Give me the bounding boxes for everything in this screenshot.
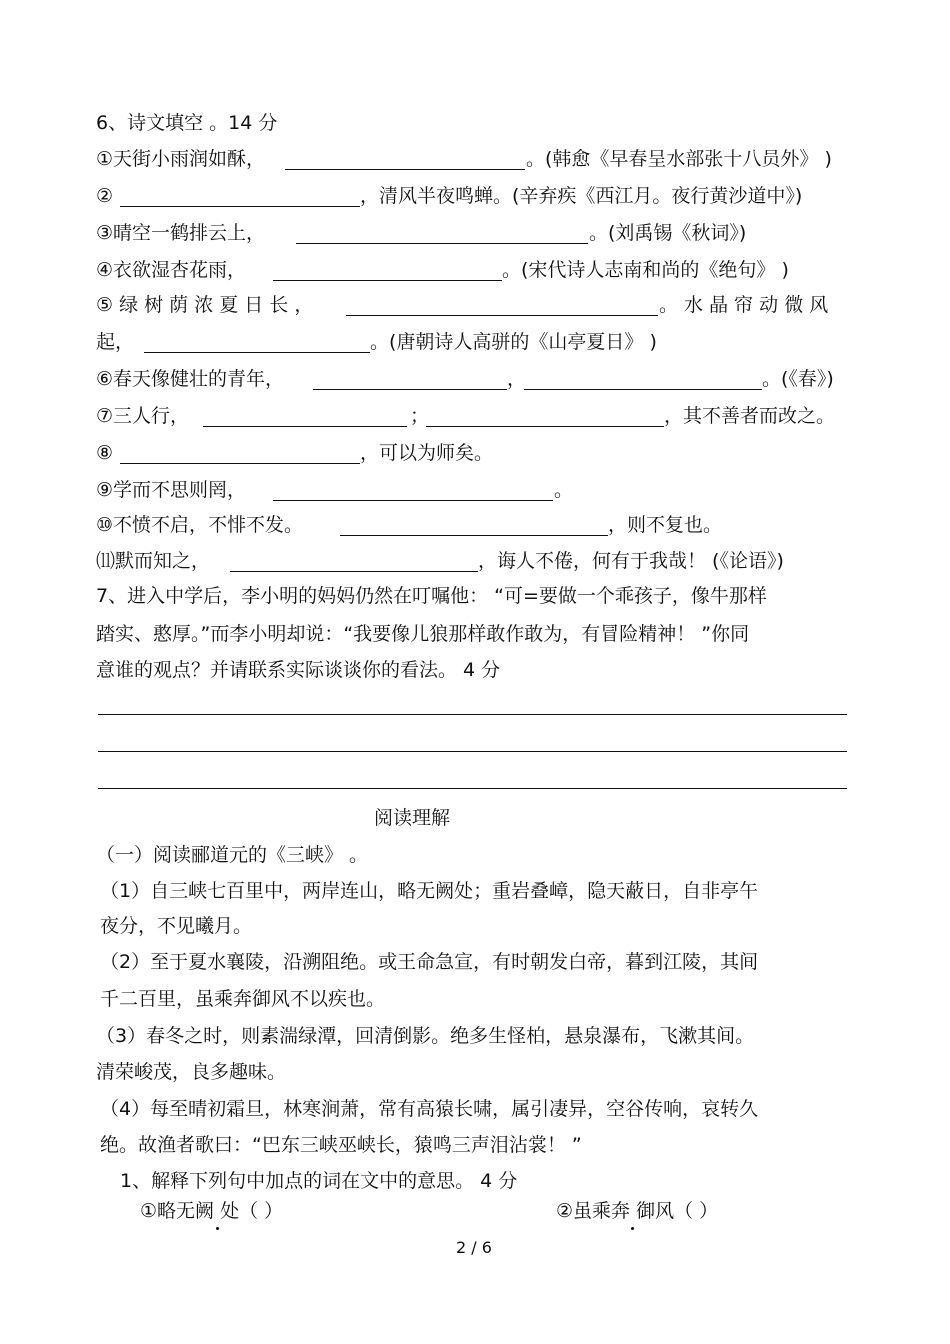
q6-line2-prefix: ② xyxy=(96,185,114,207)
passage-p1-line1: （1）自三峡七百里中，两岸连山，略无阙处；重岩叠嶂，隐天蔽日，自非亭午 xyxy=(100,880,759,902)
passage-p1-line2: 夜分，不见曦月。 xyxy=(100,915,253,937)
reading-heading: 阅读理解 xyxy=(374,807,451,829)
q6-line10-prefix: ⑨学而不思则罔， xyxy=(96,479,247,501)
q6-line7-sep: ， xyxy=(507,368,527,390)
q7-line1: 7、进入中学后，李小明的妈妈仍然在叮嘱他： “可=要做一个乖孩子，像牛那样 xyxy=(96,585,767,607)
passage-p2-line1: （2）至于夏水襄陵，沿溯阻绝。或王命急宣，有时朝发白帝，暮到江陵，其间 xyxy=(100,951,759,973)
q6-line5-suffix: 。 水 晶 帘 动 微 风 xyxy=(659,294,829,316)
answer-blank[interactable] xyxy=(144,352,370,353)
q6-line6-prefix: 起， xyxy=(96,331,135,353)
answer-blank[interactable] xyxy=(313,389,507,390)
emphasis-dot xyxy=(631,1227,634,1230)
q6-line1-suffix: 。(韩愈《早春呈水部张十八员外》 ) xyxy=(526,148,832,170)
reading-intro: （一）阅读郦道元的《三峡》 。 xyxy=(96,844,369,866)
q6-line8-sep: ； xyxy=(410,405,430,427)
q6-line12-prefix: ⑾默而知之， xyxy=(96,550,211,572)
page-number: 2 / 6 xyxy=(456,1238,492,1257)
reading-item-2: ②虽乘奔 御风（ ） xyxy=(556,1200,719,1222)
answer-blank[interactable] xyxy=(203,426,407,427)
answer-blank[interactable] xyxy=(273,280,502,281)
q6-line9-suffix: ，可以为师矣。 xyxy=(360,442,494,464)
reading-item-1: ①略无阙 处（ ） xyxy=(140,1200,284,1222)
emphasis-dot xyxy=(216,1227,219,1230)
answer-blank[interactable] xyxy=(346,315,658,316)
q6-line8-suffix: ，其不善者而改之。 xyxy=(664,405,836,427)
answer-blank[interactable] xyxy=(340,535,608,536)
answer-line[interactable] xyxy=(98,788,847,789)
q6-line5-prefix: ⑤ 绿 树 荫 浓 夏 日 长 ， xyxy=(96,294,314,316)
answer-blank[interactable] xyxy=(285,169,525,170)
passage-p2-line2: 千二百里，虽乘奔御风不以疾也。 xyxy=(100,988,386,1010)
answer-blank[interactable] xyxy=(120,206,360,207)
q6-line10-suffix: 。 xyxy=(554,479,574,501)
q6-line7-prefix: ⑥春天像健壮的青年， xyxy=(96,368,285,390)
q6-line4-prefix: ④衣欲湿杏花雨， xyxy=(96,259,247,281)
answer-blank[interactable] xyxy=(296,243,588,244)
answer-blank[interactable] xyxy=(426,426,664,427)
q7-line3: 意谁的观点？并请联系实际谈谈你的看法。 4 分 xyxy=(96,659,501,681)
passage-p4-line1: （4）每至晴初霜旦，林寒涧萧，常有高猿长啸，属引凄异，空谷传响，哀转久 xyxy=(100,1098,759,1120)
passage-p3-line2: 清荣峻茂，良多趣味。 xyxy=(96,1061,287,1083)
q7-line2: 踏实、憨厚。”而李小明却说：“我要像儿狼那样敢作敢为，有冒险精神！ ”你同 xyxy=(96,623,750,645)
answer-blank[interactable] xyxy=(273,500,553,501)
q6-line11-prefix: ⑩不愤不启，不悱不发。 xyxy=(96,514,304,536)
q6-line2-suffix: ，清风半夜鸣蝉。(辛弃疾《西江月。夜行黄沙道中》) xyxy=(360,185,803,207)
q6-line3-suffix: 。(刘禹锡《秋词》) xyxy=(589,222,747,244)
passage-p3-line1: （3）春冬之时，则素湍绿潭，回清倒影。绝多生怪柏，悬泉瀑布，飞漱其间。 xyxy=(96,1025,755,1047)
q6-line4-suffix: 。(宋代诗人志南和尚的《绝句》 ) xyxy=(502,259,789,281)
q6-line7-suffix: 。(《春》) xyxy=(762,368,834,390)
q6-line9-prefix: ⑧ xyxy=(96,442,114,464)
answer-blank[interactable] xyxy=(120,463,360,464)
q6-line8-prefix: ⑦三人行， xyxy=(96,405,190,427)
question-6-title: 6、诗文填空 。14 分 xyxy=(96,112,278,134)
q6-line12-suffix: ，诲人不倦，何有于我哉！ (《论语》) xyxy=(478,550,784,572)
q6-line3-prefix: ③晴空一鹤排云上， xyxy=(96,222,266,244)
passage-p4-line2: 绝。故渔者歌曰：“巴东三峡巫峡长，猿鸣三声泪沾裳！ ” xyxy=(100,1134,582,1156)
answer-blank[interactable] xyxy=(524,389,762,390)
reading-question-1: 1、解释下列句中加点的词在文中的意思。 4 分 xyxy=(120,1170,518,1192)
q6-line11-suffix: ，则不复也。 xyxy=(608,514,723,536)
q6-line1-prefix: ①天街小雨润如酥， xyxy=(96,148,266,170)
answer-line[interactable] xyxy=(98,751,847,752)
answer-blank[interactable] xyxy=(230,571,478,572)
q6-line6-suffix: 。(唐朝诗人高骈的《山亭夏日》 ) xyxy=(370,331,657,353)
answer-line[interactable] xyxy=(98,714,847,715)
